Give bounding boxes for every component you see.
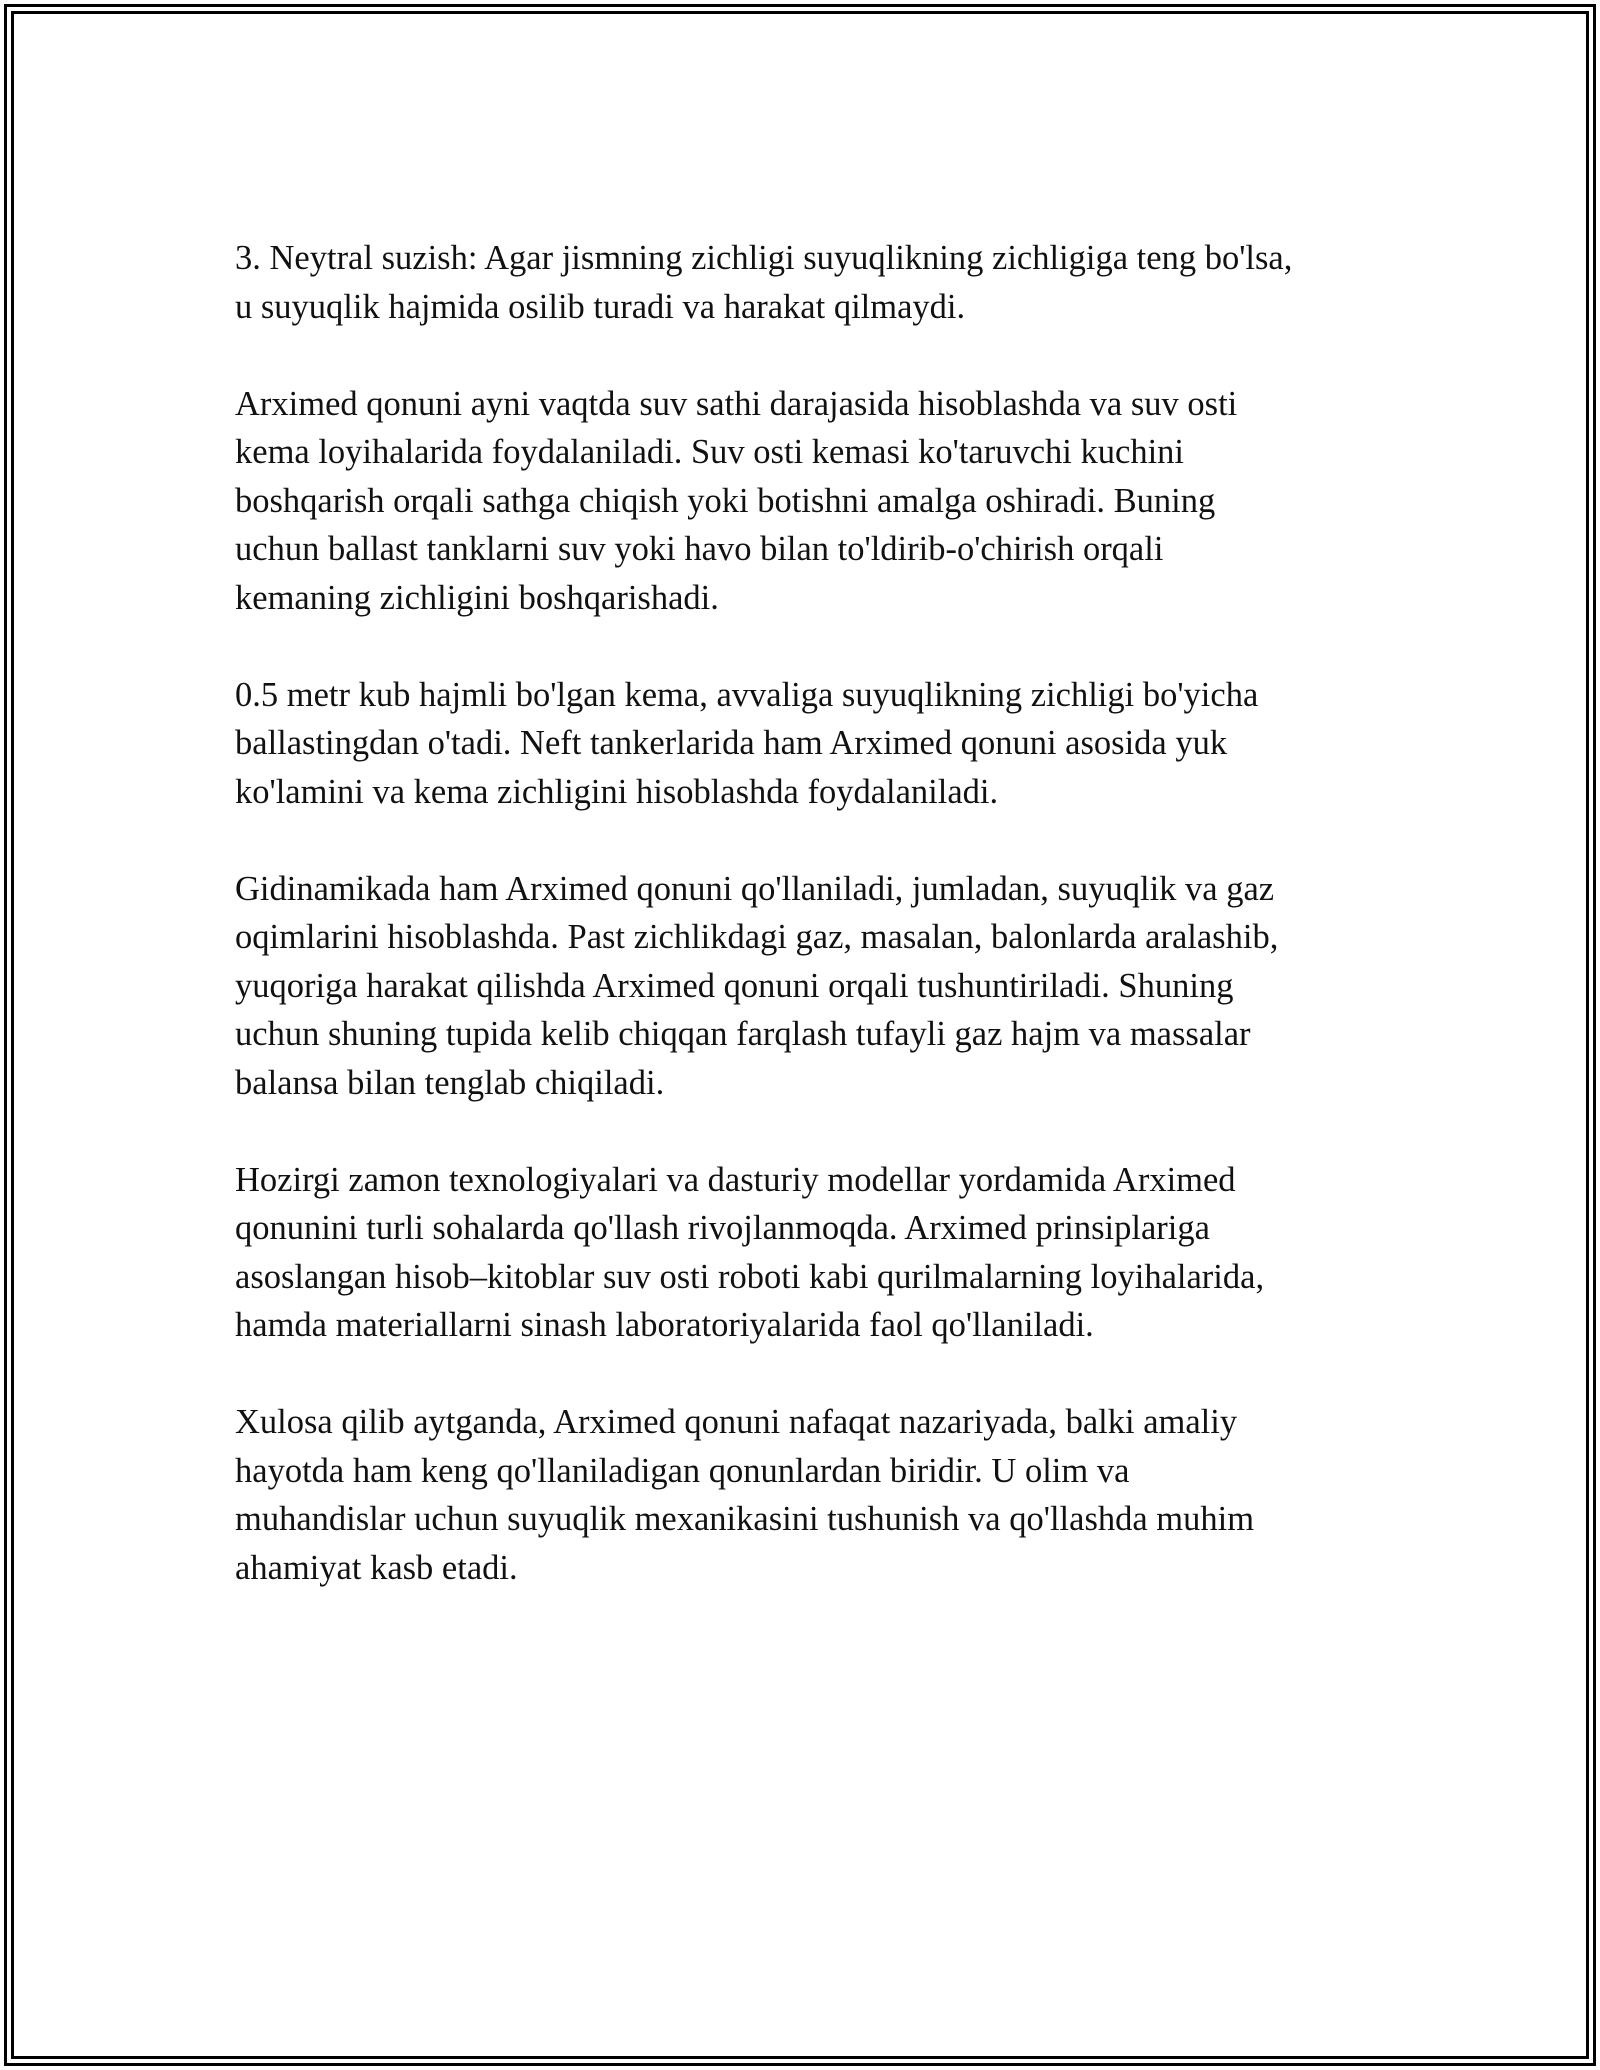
paragraph-submarine: Arximed qonuni ayni vaqtda suv sathi darajasida hisoblashda va suv osti kema loyihalarida foydalaniladi. Suv osti kemasi ko'taruvchi kuchini boshqarish orqali sathga chiqish yoki botishni amalga oshiradi. Buning uchun ballast tanklarni suv yoki havo bilan to'ldirib-o'chirish orqali kemaning zichligini boshqarishadi. xyxy=(235,384,1238,617)
paragraph-modern-technology: Hozirgi zamon texnologiyalari va dasturiy modellar yordamida Arximed qonunini turli sohalarda qo'llash rivojlanmoqda. Arximed prinsiplariga asoslangan hisob–kitoblar suv osti roboti kabi qurilmalarning loyihalarida, hamda materiallarni sinash laboratoriyalarida faol qo'llaniladi. xyxy=(235,1160,1265,1344)
paragraph-conclusion: Xulosa qilib aytganda, Arximed qonuni nafaqat nazariyada, balki amaliy hayotda ham keng qo'llaniladigan qonunlardan biridir. U olim va muhandislar uchun suyuqlik mexanikasini tushunish va qo'llashda muhim ahamiyat kasb etadi. xyxy=(235,1403,1255,1587)
paragraph-hydrodynamics: Gidinamikada ham Arximed qonuni qo'llaniladi, jumladan, suyuqlik va gaz oqimlarini hisoblashda. Past zichlikdagi gaz, masalan, balonlarda aralashib, yuqoriga harakat qilishda Arximed qonuni orqali tushuntiriladi. Shuning uchun shuning tupida kelib chiqqan farqlash tufayli gaz hajm va massalar balansa bilan tenglab chiqiladi. xyxy=(235,869,1279,1102)
document-body xyxy=(235,234,1385,1641)
paragraph-ship-ballast: 0.5 metr kub hajmli bo'lgan kema, avvaliga suyuqlikning zichligi bo'yicha ballastingdan o'tadi. Neft tankerlarida ham Arximed qonuni asosida yuk ko'lamini va kema zichligini hisoblashda foydalaniladi. xyxy=(235,675,1259,811)
paragraph-neutral-buoyancy: 3. Neytral suzish: Agar jismning zichligi suyuqlikning zichligiga teng bo'lsa, u suyuqlik hajmida osilib turadi va harakat qilmaydi. xyxy=(235,239,1293,326)
